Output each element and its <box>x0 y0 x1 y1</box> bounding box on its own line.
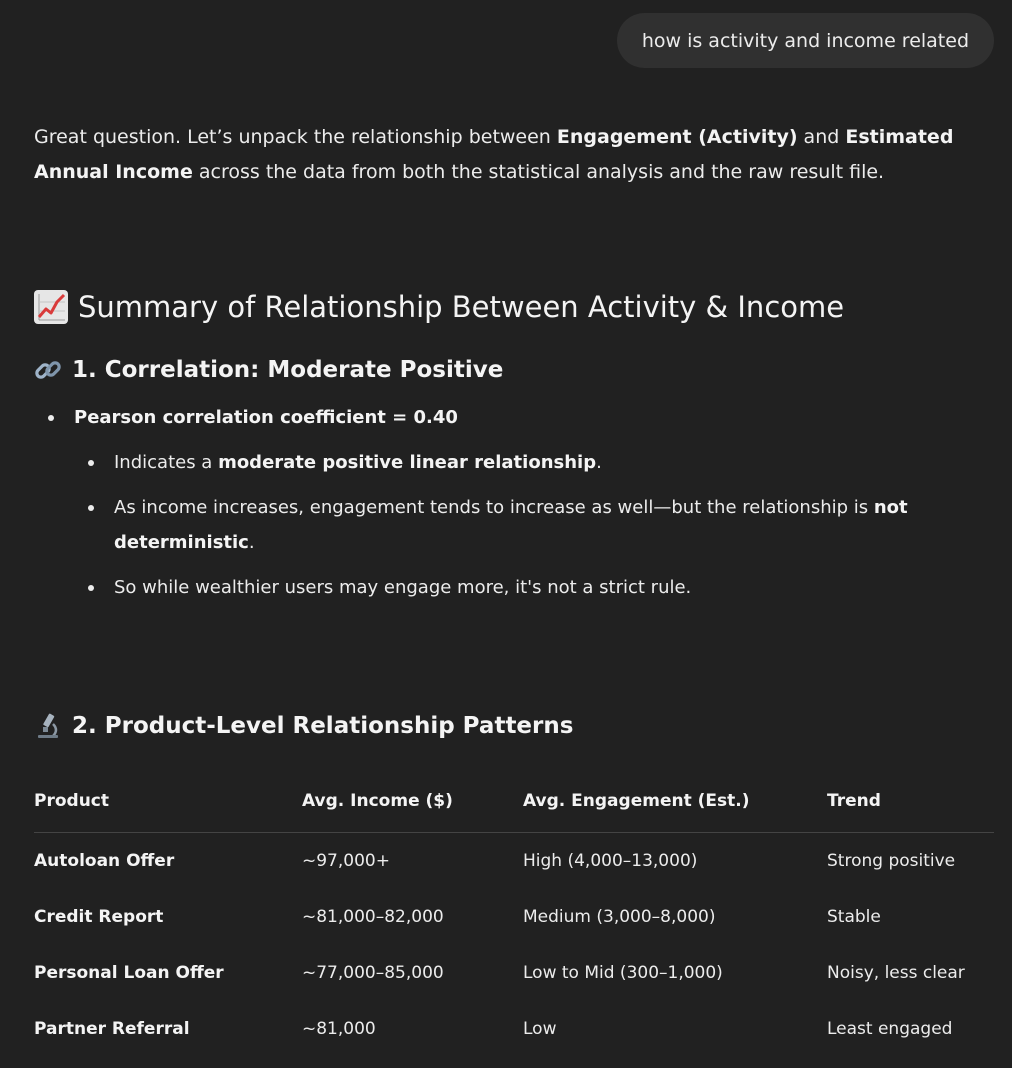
table-cell: Medium (3,000–8,000) <box>523 907 716 927</box>
table-cell: ~97,000+ <box>302 851 390 871</box>
table-cell: Stable <box>827 907 881 927</box>
summary-title-text: Summary of Relationship Between Activity & Income <box>78 290 845 324</box>
table-cell: Credit Report <box>34 907 164 927</box>
product-table <box>34 770 994 1057</box>
chart-increasing-icon <box>34 290 68 324</box>
list-item <box>34 490 994 560</box>
table-cell: Low to Mid (300–1,000) <box>523 963 723 983</box>
table-cell: Autoloan Offer <box>34 851 175 871</box>
table-cell: ~81,000 <box>302 1019 376 1039</box>
table-cell: Noisy, less clear <box>827 963 965 983</box>
column-header-product: Product <box>34 770 302 833</box>
microscope-icon <box>34 712 62 740</box>
bullet-text: Indicates a <box>114 452 219 473</box>
correlation-heading-text: 1. Correlation: Moderate Positive <box>72 357 504 383</box>
bullet-bold-text: moderate positive linear relationship <box>218 452 597 473</box>
column-header-trend: Trend <box>827 770 994 833</box>
table-cell: Partner Referral <box>34 1019 190 1039</box>
user-message-bubble <box>617 13 994 68</box>
correlation-heading <box>34 356 503 384</box>
pearson-coefficient-text: Pearson correlation coefficient = 0.40 <box>74 407 458 428</box>
correlation-bullets <box>34 400 994 605</box>
table-row <box>34 945 994 1001</box>
product-heading-text: 2. Product-Level Relationship Patterns <box>72 713 574 739</box>
list-item <box>34 445 994 480</box>
bullet-text: So while wealthier users may engage more, it's not a strict rule. <box>114 577 692 598</box>
table-cell: High (4,000–13,000) <box>523 851 698 871</box>
column-header-income: Avg. Income ($) <box>302 770 523 833</box>
assistant-response <box>34 120 994 1039</box>
summary-heading <box>34 290 844 324</box>
intro-text: Great question. Let’s unpack the relationship between <box>34 126 557 148</box>
intro-paragraph <box>34 120 964 190</box>
link-icon <box>34 356 62 384</box>
intro-text: and <box>797 126 846 148</box>
table-cell: Least engaged <box>827 1019 953 1039</box>
bullet-bold-text: not deterministic <box>114 497 908 553</box>
bullet-text: . <box>248 532 255 553</box>
list-item <box>34 570 994 605</box>
column-header-engagement: Avg. Engagement (Est.) <box>523 770 827 833</box>
user-message-text: how is activity and income related <box>641 29 969 52</box>
product-heading <box>34 712 573 740</box>
table-cell: ~77,000–85,000 <box>302 963 444 983</box>
table-cell: Low <box>523 1019 557 1039</box>
bullet-text: . <box>596 452 602 473</box>
table-row <box>34 889 994 945</box>
list-item <box>34 400 994 435</box>
table-row <box>34 1001 994 1057</box>
table-cell: ~81,000–82,000 <box>302 907 444 927</box>
table-row <box>34 833 994 890</box>
table-header-row <box>34 770 994 833</box>
table-cell: Personal Loan Offer <box>34 963 224 983</box>
intro-text: across the data from both the statistical analysis and the raw result file. <box>192 161 885 183</box>
table-cell: Strong positive <box>827 851 956 871</box>
intro-bold-income: Estimated Annual Income <box>34 126 954 183</box>
bullet-text: As income increases, engagement tends to increase as well—but the relationship is <box>114 497 874 518</box>
intro-bold-engagement: Engagement (Activity) <box>556 126 798 148</box>
